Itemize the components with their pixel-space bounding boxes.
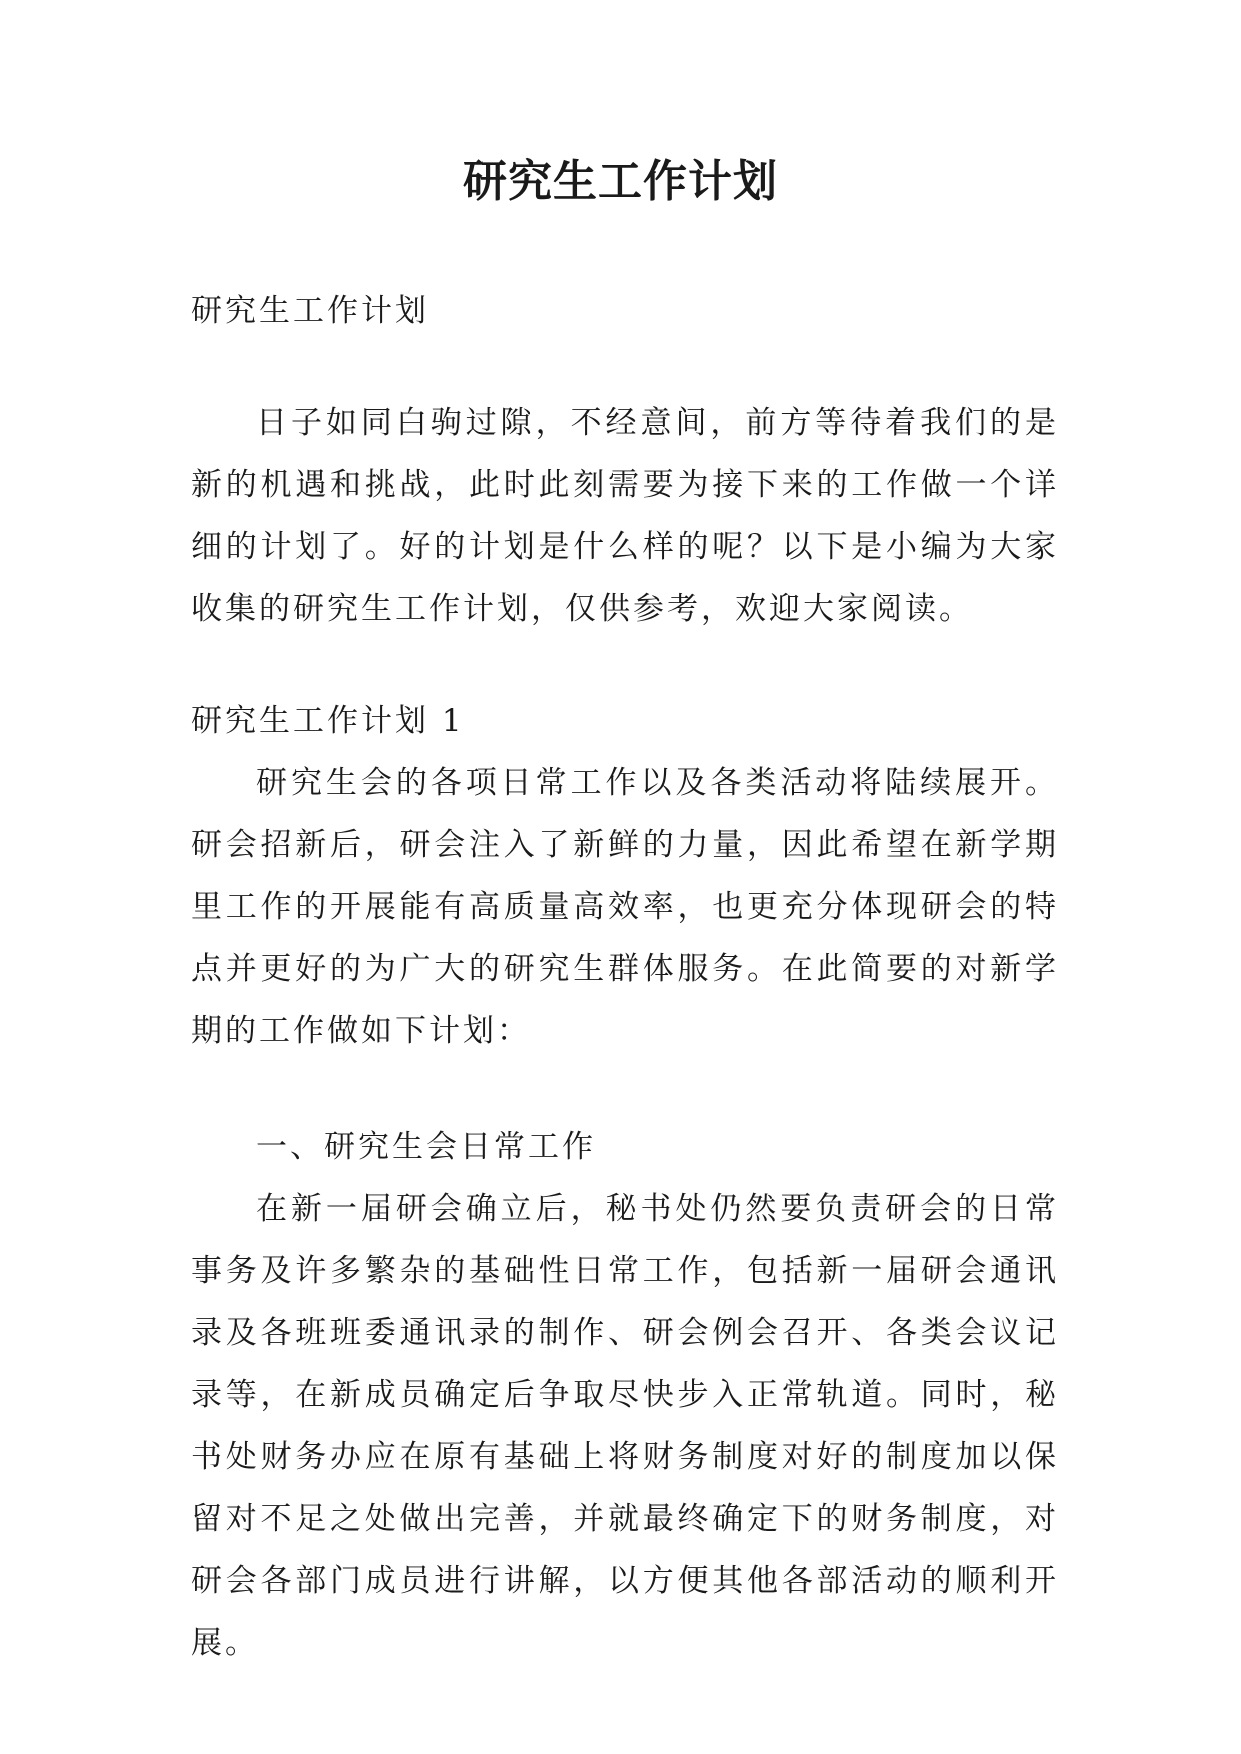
intro-paragraph: 日子如同白驹过隙，不经意间，前方等待着我们的是新的机遇和挑战，此时此刻需要为接下来的工作做一个详细的计划了。好的计划是什么样的呢？以下是小编为大家收集的研究生工作计划，仅供参考，欢迎大家阅读。 — [191, 405, 1059, 627]
document-subtitle: 研究生工作计划 — [191, 293, 429, 329]
section-heading: 研究生工作计划 1 — [191, 703, 465, 739]
section-intro-paragraph: 研究生会的各项日常工作以及各类活动将陆续展开。研会招新后，研会注入了新鲜的力量，因此希望在新学期里工作的开展能有高质量高效率，也更充分体现研会的特点并更好的为广大的研究生群体服务。在此简要的对新学期的工作做如下计划： — [191, 765, 1059, 1049]
document-body — [191, 280, 1059, 1674]
part-heading: 一、研究生会日常工作 — [256, 1129, 596, 1165]
spacer — [191, 640, 1059, 690]
part-body-paragraph: 在新一届研会确立后，秘书处仍然要负责研会的日常事务及许多繁杂的基础性日常工作，包括新一届研会通讯录及各班班委通讯录的制作、研会例会召开、各类会议记录等，在新成员确定后争取尽快步入正常轨道。同时，秘书处财务办应在原有基础上将财务制度对好的制度加以保留对不足之处做出完善，并就最终确定下的财务制度，对研会各部门成员进行讲解，以方便其他各部活动的顺利开展。 — [191, 1191, 1059, 1661]
document-title: 研究生工作计划 — [463, 156, 778, 207]
spacer — [191, 1062, 1059, 1116]
spacer — [191, 342, 1059, 392]
